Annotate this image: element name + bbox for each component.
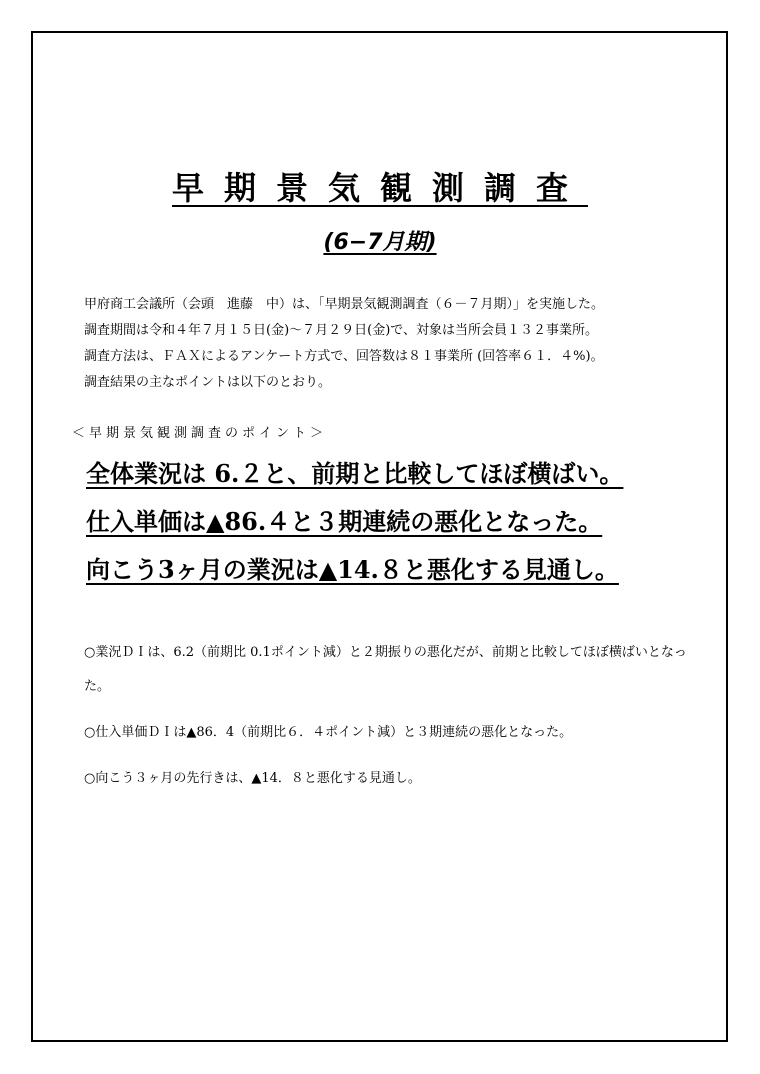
intro-line: 調査結果の主なポイントは以下のとおり。	[84, 375, 332, 390]
intro-line: 調査期間は令和４年７月１５日(金)～７月２９日(金)で、対象は当所会員１３２事業所。	[84, 323, 599, 338]
document-title: 早期景気観測調査	[171, 169, 588, 207]
detail-item: ○仕入単価ＤＩは▲86．4（前期比６．４ポイント減）と３期連続の悪化となった。	[84, 725, 573, 740]
intro-line: 調査方法は、ＦＡＸによるアンケート方式で、回答数は８１事業所 (回答率６１．４%)。	[84, 349, 604, 364]
key-point: 向こう3ヶ月の業況は▲14.８と悪化する見通し。	[86, 555, 619, 584]
document-subtitle: (6−7月期)	[323, 230, 437, 255]
detail-item: ○向こう３ヶ月の先行きは、▲14．８と悪化する見通し。	[84, 771, 421, 786]
key-points	[86, 450, 706, 594]
intro-paragraph	[84, 292, 714, 396]
details-list	[84, 636, 696, 808]
detail-item: ○業況ＤＩは、6.2（前期比 0.1ポイント減）と２期振りの悪化だが、前期と比較してほぼ横ばいとなった。	[84, 645, 687, 694]
intro-line: 甲府商工会議所（会頭 進藤 中）は、「早期景気観測調査（６－７月期）」を実施した。	[84, 297, 605, 312]
key-point: 仕入単価は▲86.４と３期連続の悪化となった。	[86, 507, 603, 536]
points-heading: ＜早期景気観測調査のポイント＞	[72, 426, 328, 441]
key-point: 全体業況は 6.２と、前期と比較してほぼ横ばい。	[86, 459, 624, 488]
